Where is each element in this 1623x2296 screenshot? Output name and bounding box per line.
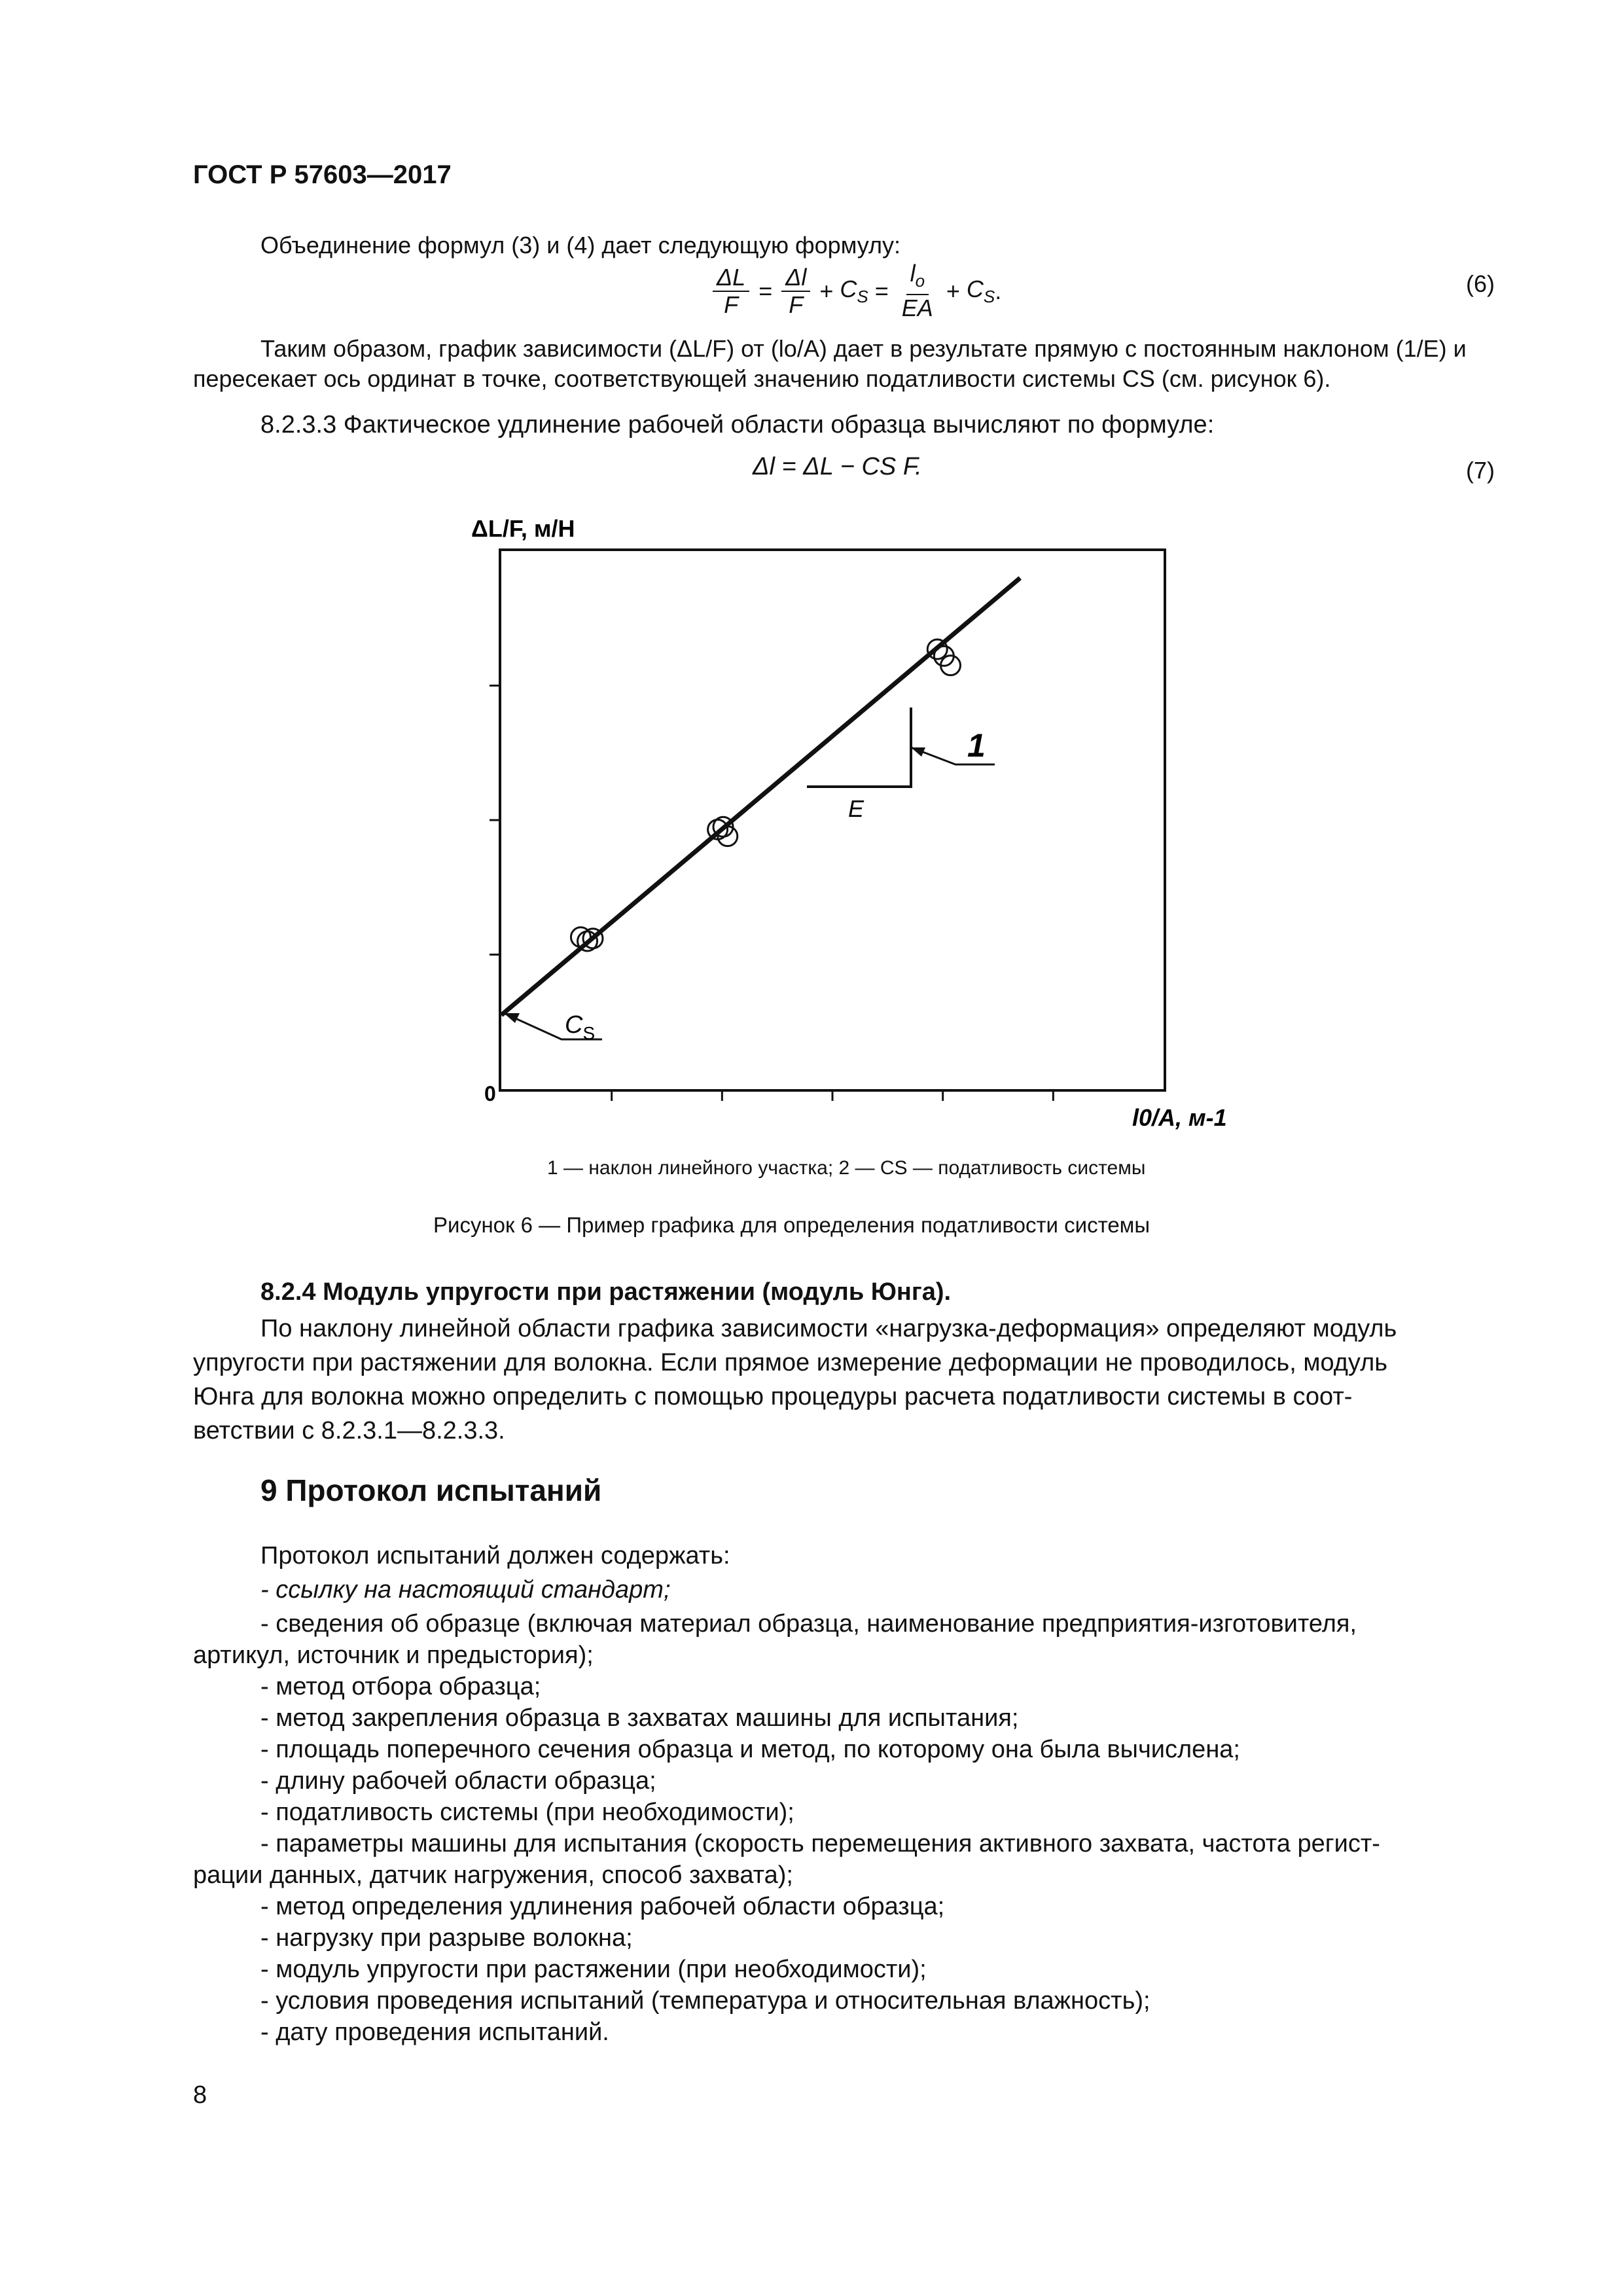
list-item: - дату проведения испытаний. xyxy=(260,2018,609,2046)
list-item: - длину рабочей области образца; xyxy=(260,1767,656,1795)
list-item: - метод закрепления образца в захватах машины для испытания; xyxy=(260,1704,1019,1732)
cs-symbol xyxy=(967,276,995,307)
equation-7: Δl = ΔL − CS F. xyxy=(753,453,922,480)
equation-number-6: (6) xyxy=(1466,270,1495,297)
lo-subscript: o xyxy=(915,271,925,291)
origin-label: 0 xyxy=(484,1082,496,1105)
lo-letter: l xyxy=(910,260,916,287)
cs-symbol xyxy=(840,276,868,307)
list-item: - модуль упругости при растяжении (при необходимости); xyxy=(260,1956,927,1983)
arrowhead-icon xyxy=(911,747,925,757)
intercept-label xyxy=(565,1011,595,1043)
sec-824-line-4: ветствии с 8.2.3.1—8.2.3.3. xyxy=(193,1417,505,1444)
intro-text: Объединение формул (3) и (4) дает следующую формулу: xyxy=(260,232,901,259)
frac-den: F xyxy=(724,291,739,318)
fraction-dl-F xyxy=(781,264,810,318)
fraction-dL-F xyxy=(713,264,749,318)
frac-num: ΔL xyxy=(713,264,749,292)
plus-sign: + xyxy=(946,277,960,304)
list-item: - метод определения удлинения рабочей области образца; xyxy=(260,1893,945,1920)
graph-paragraph-line2: пересекает ось ординат в точке, соответствующей значению податливости системы CS (см. рисунок 6). xyxy=(193,365,1331,392)
list-item: - параметры машины для испытания (скорость перемещения активного захвата, частота регист- xyxy=(260,1830,1380,1857)
fraction-lo-EA xyxy=(898,260,937,321)
figure-legend: 1 — наклон линейного участка; 2 — CS — податливость системы xyxy=(547,1157,1146,1179)
sec-9-intro: Протокол испытаний должен содержать: xyxy=(260,1542,730,1570)
compliance-chart xyxy=(445,504,1270,1152)
equals-sign: = xyxy=(874,277,889,304)
arrowhead-icon xyxy=(504,1013,520,1023)
frac-num: Δl xyxy=(781,264,810,292)
cs-subscript: S xyxy=(857,286,868,306)
fit-line xyxy=(501,578,1020,1015)
x-axis-label: l0/A, м-1 xyxy=(1132,1104,1227,1131)
plus-sign: + xyxy=(819,277,834,304)
sec-824-line-3: Юнга для волокна можно определить с помощью процедуры расчета податливости системы в соот- xyxy=(193,1383,1353,1410)
section-8-2-3-3: 8.2.3.3 Фактическое удлинение рабочей области образца вычисляют по формуле: xyxy=(260,411,1215,439)
equals-sign: = xyxy=(758,277,773,304)
sec-824-line-1: По наклону линейной области графика зависимости «нагрузка-деформация» определяют модуль xyxy=(260,1315,1397,1342)
slope-label-1: 1 xyxy=(967,727,986,764)
cs-subscript: S xyxy=(983,286,995,306)
frac-num xyxy=(906,260,929,295)
sec-824-line-2: упругости при растяжении для волокна. Если прямое измерение деформации не проводилось, модуль xyxy=(193,1349,1388,1376)
intercept-subscript: S xyxy=(582,1023,596,1043)
equation-6 xyxy=(710,260,1001,321)
intercept-letter: C xyxy=(565,1011,583,1039)
list-item: - ссылку на настоящий стандарт; xyxy=(260,1576,671,1604)
document-code: ГОСТ Р 57603—2017 xyxy=(193,160,452,189)
figure-caption: Рисунок 6 — Пример графика для определения податливости системы xyxy=(433,1213,1150,1237)
triangle-label-E: E xyxy=(848,795,865,822)
page-number: 8 xyxy=(193,2081,207,2109)
list-item: - метод отбора образца; xyxy=(260,1673,541,1700)
cs-letter: C xyxy=(966,275,984,302)
list-item: - податливость системы (при необходимости); xyxy=(260,1799,794,1826)
list-item-continuation: артикул, источник и предыстория); xyxy=(193,1641,594,1669)
section-8-2-4-heading: 8.2.4 Модуль упругости при растяжении (модуль Юнга). xyxy=(260,1278,952,1306)
list-item: - площадь поперечного сечения образца и метод, по которому она была вычислена; xyxy=(260,1736,1240,1763)
y-axis-label: ΔL/F, м/Н xyxy=(471,515,575,542)
graph-paragraph-line1: Таким образом, график зависимости (ΔL/F) от (lo/A) дает в результате прямую с постоянным наклоном (1/E) и xyxy=(260,335,1467,362)
plot-frame xyxy=(500,550,1165,1090)
frac-den: F xyxy=(789,291,804,318)
cs-letter: C xyxy=(840,275,857,302)
period: . xyxy=(995,277,1002,304)
section-9-heading: 9 Протокол испытаний xyxy=(260,1473,602,1507)
equation-number-7: (7) xyxy=(1466,457,1495,484)
list-item: - условия проведения испытаний (температура и относительная влажность); xyxy=(260,1987,1150,2015)
list-item: - нагрузку при разрыве волокна; xyxy=(260,1924,633,1952)
list-item-continuation: рации данных, датчик нагружения, способ захвата); xyxy=(193,1861,793,1889)
frac-den: EA xyxy=(901,295,933,321)
list-item: - сведения об образце (включая материал образца, наименование предприятия-изготовителя, xyxy=(260,1610,1357,1638)
